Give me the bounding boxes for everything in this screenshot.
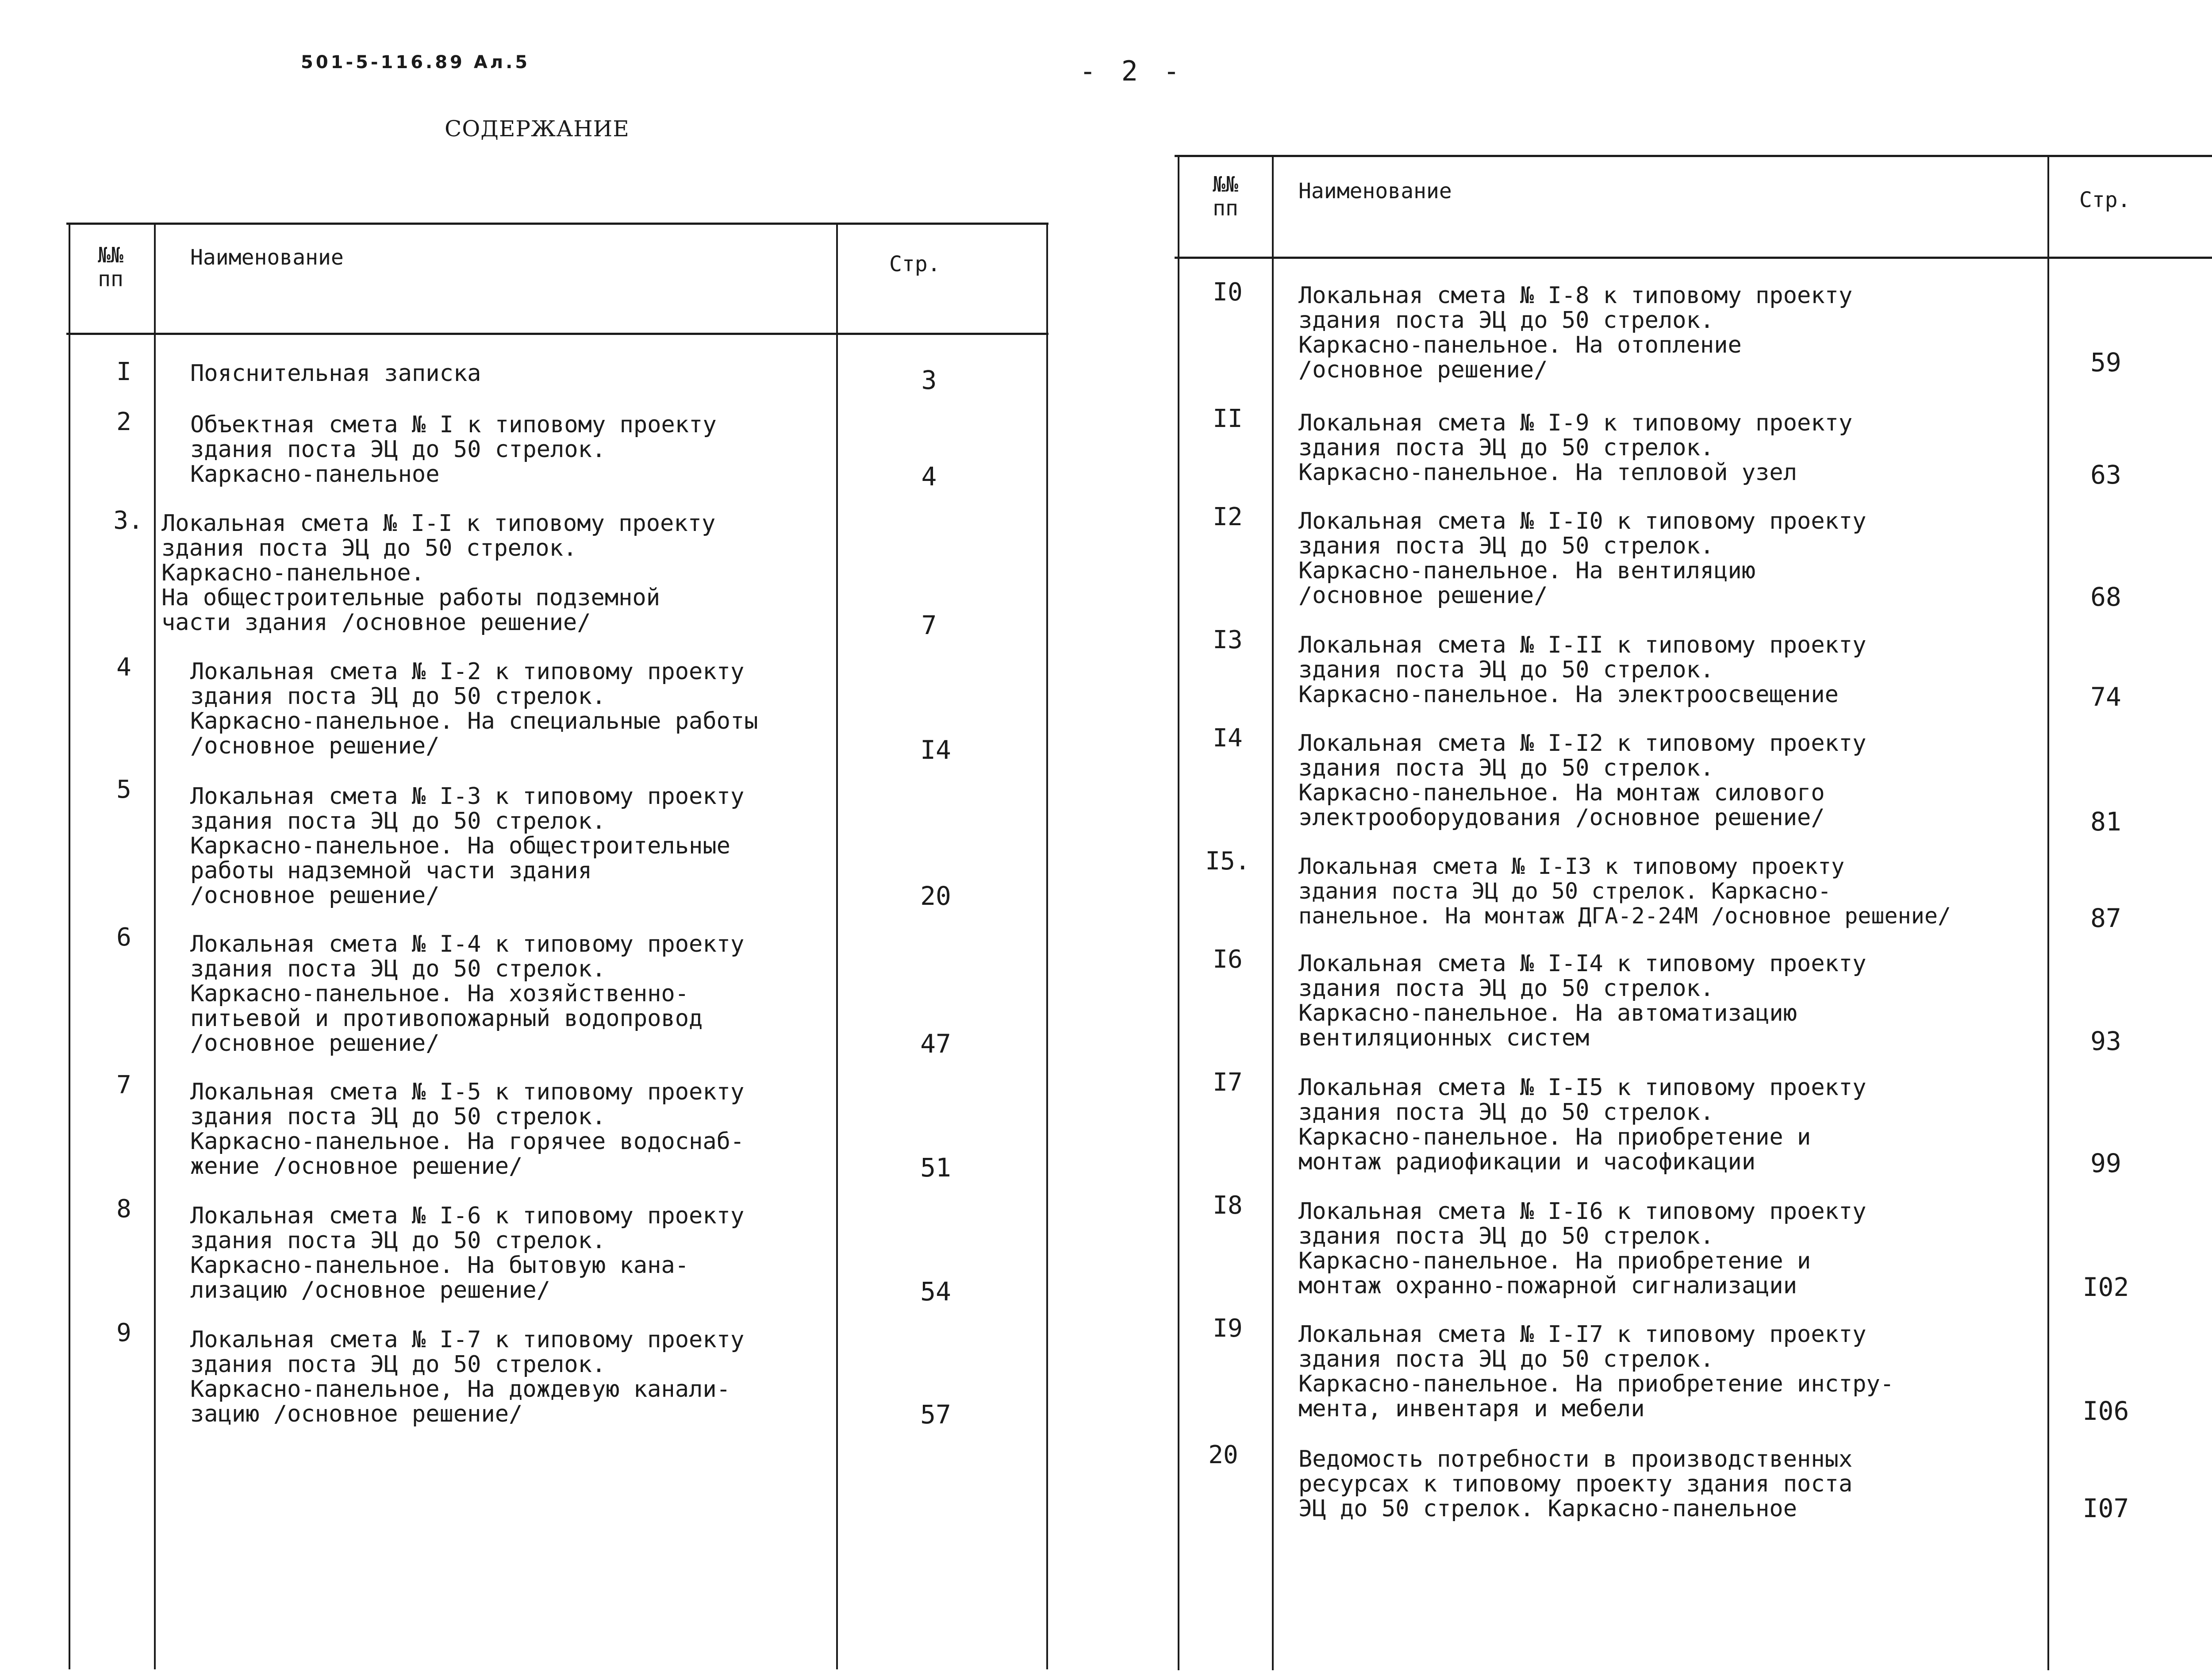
row-number: 7 [116, 1071, 131, 1099]
row-page: 20 [920, 881, 951, 911]
row-page: I06 [2082, 1396, 2129, 1426]
row-title: Локальная смета № I-I4 к типовому проекту здания поста ЭЦ до 50 стрелок. Каркасно-панельное. На автоматизацию вентиляционных систем [1298, 950, 1866, 1051]
row-title: Локальная смета № I-I6 к типовому проекту здания поста ЭЦ до 50 стрелок. Каркасно-панельное. На приобретение и монтаж охранно-пожарной сигнализации [1298, 1198, 1866, 1299]
row-title: Пояснительная записка [190, 360, 481, 387]
row-title: Локальная смета № I-I к типовому проекту здания поста ЭЦ до 50 стрелок. Каркасно-панельное. На общестроительные работы подземной части здания /основное решение/ [161, 510, 716, 636]
header-page: Стр. [889, 252, 941, 277]
row-number: I2 [1213, 503, 1243, 531]
row-page: I02 [2082, 1272, 2129, 1302]
row-title: Локальная смета № I-I7 к типовому проекту здания поста ЭЦ до 50 стрелок. Каркасно-панельное. На приобретение инстру- мента, инвентаря и мебели [1298, 1321, 1894, 1422]
row-page: 4 [921, 461, 937, 492]
row-number: 3. [113, 506, 143, 535]
row-number: 6 [116, 923, 131, 952]
row-page: 93 [2090, 1026, 2121, 1056]
header-name: Наименование [1298, 179, 1452, 204]
page-column-divider [2047, 155, 2049, 1670]
row-page: 7 [921, 610, 937, 640]
row-page: 68 [2090, 582, 2121, 612]
num-column-divider [1272, 155, 1274, 1670]
header-num: №№ пп [98, 243, 123, 292]
row-page: 51 [920, 1153, 951, 1183]
row-number: II [1213, 404, 1243, 433]
row-title: Объектная смета № I к типовому проекту здания поста ЭЦ до 50 стрелок. Каркасно-панельное [190, 411, 717, 488]
row-number: I9 [1213, 1314, 1243, 1343]
row-number: I6 [1213, 945, 1243, 974]
row-number: 2 [116, 407, 131, 436]
row-number: 5 [116, 775, 131, 804]
row-page: I07 [2082, 1493, 2129, 1523]
row-page: 47 [920, 1029, 951, 1059]
row-title: Локальная смета № I-I3 к типовому проекту здания поста ЭЦ до 50 стрелок. Каркасно- панельное. На монтаж ДГА-2-24М /основное решение/ [1298, 853, 1951, 929]
row-page: 74 [2090, 682, 2121, 712]
row-number: I5. [1205, 847, 1250, 876]
row-title: Локальная смета № I-5 к типовому проекту здания поста ЭЦ до 50 стрелок. Каркасно-панельное. На горячее водоснаб- жение /основное решение/ [190, 1079, 745, 1180]
row-title: Локальная смета № I-7 к типовому проекту здания поста ЭЦ до 50 стрелок. Каркасно-панельное, На дождевую канали- зацию /основное решение/ [190, 1326, 745, 1427]
row-title: Локальная смета № I-2 к типовому проекту здания поста ЭЦ до 50 стрелок. Каркасно-панельное. На специальные работы /основное решение/ [190, 658, 758, 759]
row-number: I [116, 357, 131, 386]
row-page: 81 [2090, 807, 2121, 837]
header-num: №№ пп [1213, 172, 1238, 221]
row-page: 63 [2090, 460, 2121, 490]
row-page: 54 [920, 1276, 951, 1307]
row-title: Локальная смета № I-I5 к типовому проекту здания поста ЭЦ до 50 стрелок. Каркасно-панельное. На приобретение и монтаж радиофикации и часофикации [1298, 1074, 1866, 1175]
row-page: 99 [2090, 1148, 2121, 1178]
header-separator [1175, 257, 2212, 259]
document-code: 501-5-116.89 Ал.5 [301, 52, 530, 73]
header-page: Стр. [2079, 188, 2131, 212]
page-number: - 2 - [1079, 55, 1184, 87]
header-name: Наименование [190, 245, 344, 270]
row-number: I4 [1213, 724, 1243, 753]
row-page: I4 [920, 735, 951, 765]
row-title: Локальная смета № I-3 к типовому проекту здания поста ЭЦ до 50 стрелок. Каркасно-панельное. На общестроительные работы надземной части здания /основное решение/ [190, 783, 745, 909]
row-number: 8 [116, 1195, 131, 1223]
row-number: I7 [1213, 1068, 1243, 1097]
row-number: 20 [1208, 1441, 1238, 1469]
row-number: 4 [116, 653, 131, 682]
row-title: Локальная смета № I-I0 к типовому проекту здания поста ЭЦ до 50 стрелок. Каркасно-панельное. На вентиляцию /основное решение/ [1298, 508, 1866, 609]
row-title: Локальная смета № I-6 к типовому проекту здания поста ЭЦ до 50 стрелок. Каркасно-панельное. На бытовую кана- лизацию /основное решение/ [190, 1203, 745, 1303]
row-number: 9 [116, 1318, 131, 1347]
row-title: Локальная смета № I-4 к типовому проекту здания поста ЭЦ до 50 стрелок. Каркасно-панельное. На хозяйственно- питьевой и противопожарный водопровод /основное решение/ [190, 931, 745, 1057]
row-title: Локальная смета № I-II к типовому проекту здания поста ЭЦ до 50 стрелок. Каркасно-панельное. На электроосвещение [1298, 632, 1866, 708]
row-page: 59 [2090, 347, 2121, 377]
page-title: СОДЕРЖАНИЕ [445, 116, 630, 142]
row-title: Локальная смета № I-I2 к типовому проекту здания поста ЭЦ до 50 стрелок. Каркасно-панельное. На монтаж силового электрооборудования /основное решение/ [1298, 730, 1866, 831]
row-title: Локальная смета № I-8 к типовому проекту здания поста ЭЦ до 50 стрелок. Каркасно-панельное. На отопление /основное решение/ [1298, 282, 1853, 383]
row-title: Локальная смета № I-9 к типовому проекту здания поста ЭЦ до 50 стрелок. Каркасно-панельное. На тепловой узел [1298, 410, 1853, 486]
row-page: 3 [921, 365, 937, 395]
row-number: I3 [1213, 626, 1243, 654]
row-title: Ведомость потребности в производственных ресурсах к типовому проекту здания поста ЭЦ до 50 стрелок. Каркасно-панельное [1298, 1446, 1853, 1522]
table-top-border [1175, 155, 2212, 157]
left-border [1178, 155, 1179, 1670]
row-page: 57 [920, 1399, 951, 1430]
row-number: I8 [1213, 1191, 1243, 1220]
row-number: I0 [1213, 278, 1243, 307]
row-page: 87 [2090, 903, 2121, 933]
